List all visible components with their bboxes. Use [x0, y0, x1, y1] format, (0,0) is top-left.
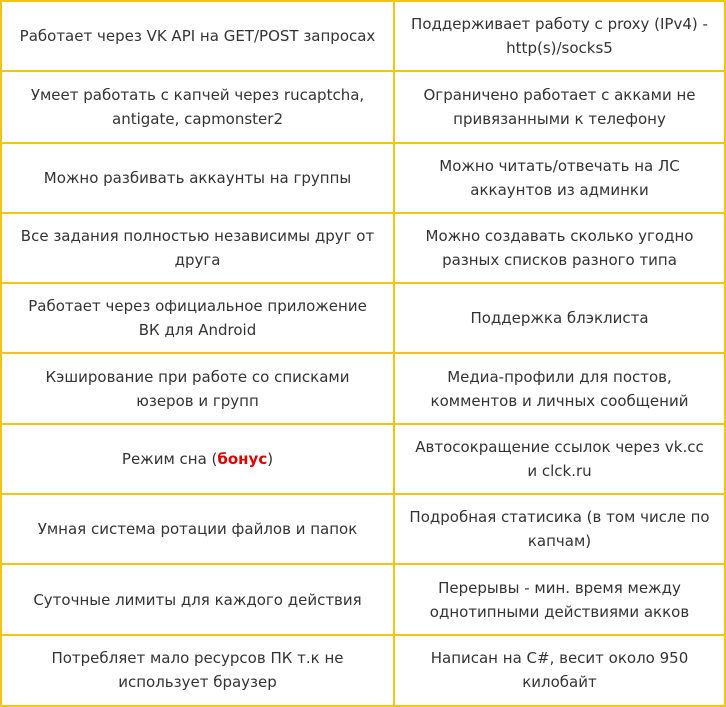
- feature-cell: Можно читать/отвечать на ЛС аккаунтов из админки: [394, 143, 725, 213]
- feature-cell: Работает через VK API на GET/POST запросах: [1, 1, 394, 71]
- feature-cell: Можно создавать сколько угодно разных списков разного типа: [394, 213, 725, 283]
- feature-cell: Все задания полностью независимы друг от друга: [1, 213, 394, 283]
- feature-cell: Кэширование при работе со списками юзеров и групп: [1, 353, 394, 423]
- table-row: [1, 143, 725, 213]
- feature-cell: Потребляет мало ресурсов ПК т.к не использует браузер: [1, 635, 394, 706]
- feature-cell: Работает через официальное приложение ВК для Android: [1, 283, 394, 353]
- feature-cell: [1, 424, 394, 494]
- feature-cell: Умеет работать с капчей через rucaptcha, antigate, capmonster2: [1, 71, 394, 142]
- feature-cell: Автосокращение ссылок через vk.cc и clck.ru: [394, 424, 725, 494]
- feature-cell: Суточные лимиты для каждого действия: [1, 564, 394, 634]
- feature-cell: Медиа-профили для постов, комментов и личных сообщений: [394, 353, 725, 423]
- table-row: [1, 494, 725, 564]
- table-row: [1, 424, 725, 494]
- bonus-label: бонус: [217, 449, 268, 468]
- feature-text: ): [267, 449, 274, 468]
- feature-cell: Поддерживает работу с proxy (IPv4) - http(s)/socks5: [394, 1, 725, 71]
- feature-cell: Подробная статисика (в том числе по капчам): [394, 494, 725, 564]
- table-row: [1, 213, 725, 283]
- feature-cell: Можно разбивать аккаунты на группы: [1, 143, 394, 213]
- table-row: [1, 635, 725, 706]
- table-row: [1, 353, 725, 423]
- feature-cell: Написан на C#, весит около 950 килобайт: [394, 635, 725, 706]
- feature-cell: Перерывы - мин. время между однотипными действиями акков: [394, 564, 725, 634]
- feature-cell: Умная система ротации файлов и папок: [1, 494, 394, 564]
- table-row: [1, 564, 725, 634]
- table-row: [1, 71, 725, 142]
- feature-text: Режим сна (: [121, 449, 218, 468]
- feature-cell: Поддержка блэклиста: [394, 283, 725, 353]
- table-row: [1, 283, 725, 353]
- feature-cell: Ограничено работает с акками не привязанными к телефону: [394, 71, 725, 142]
- table-row: [1, 1, 725, 71]
